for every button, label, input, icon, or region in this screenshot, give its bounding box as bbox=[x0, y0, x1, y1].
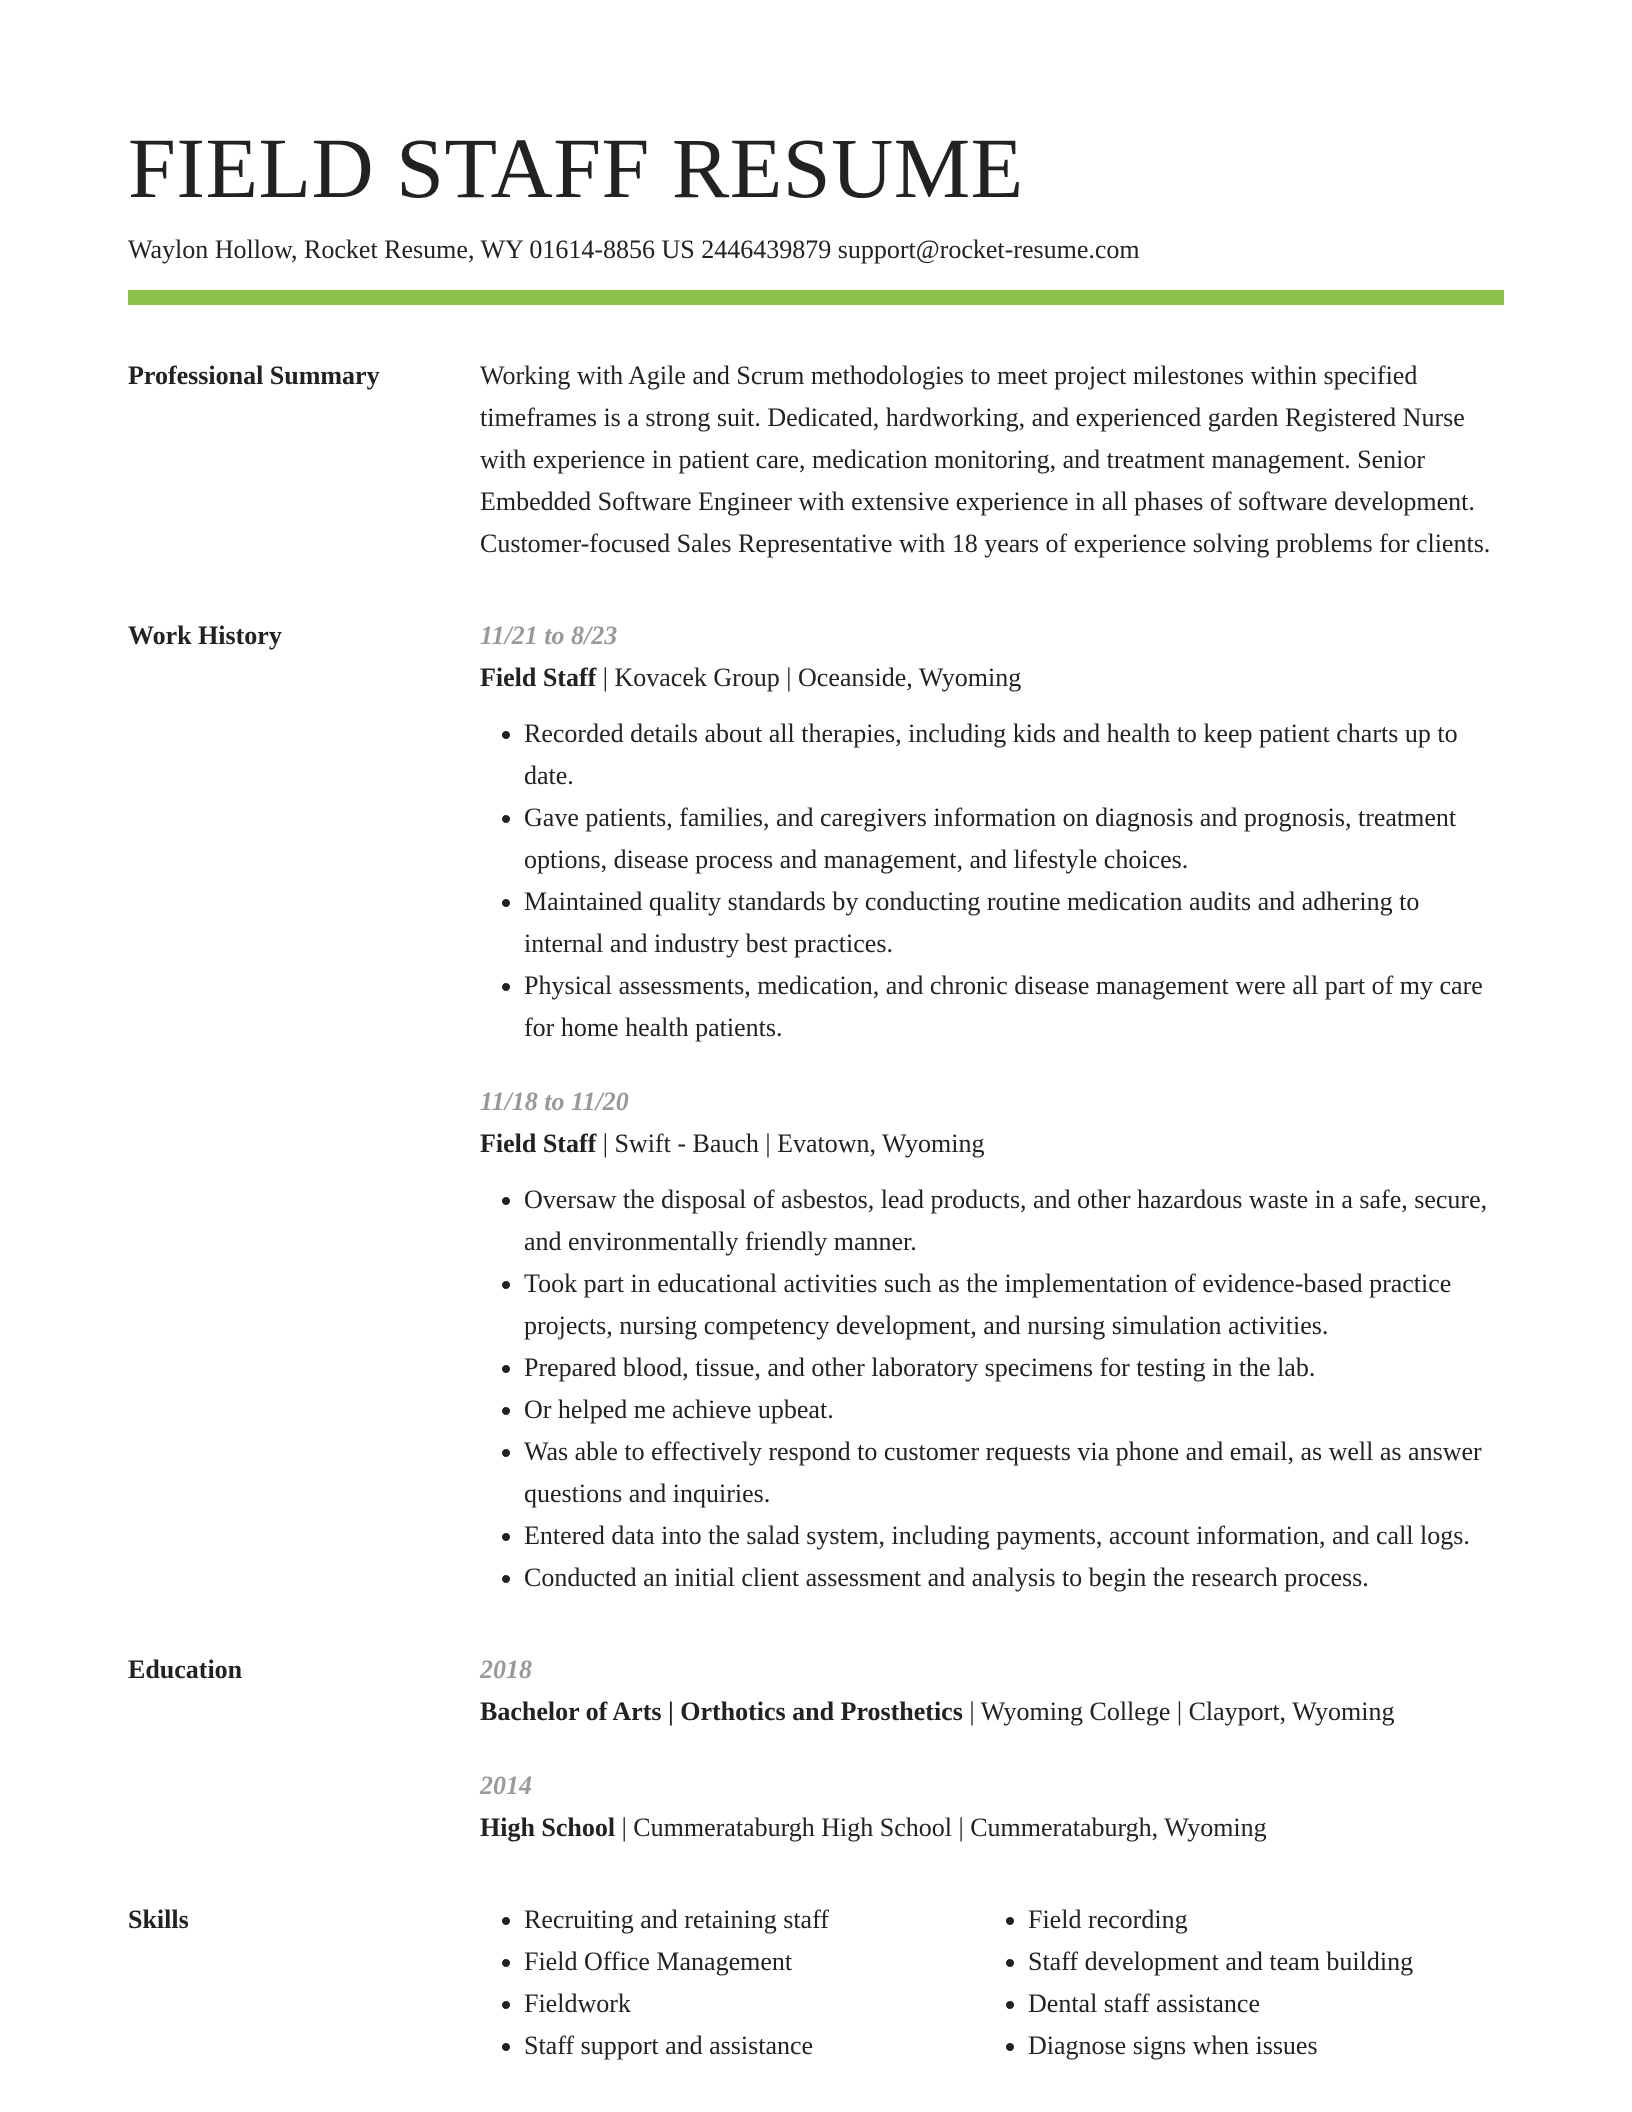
skill-item: • Dental staff assistance bbox=[1028, 1983, 1488, 2025]
skill-item: • Staff support and assistance bbox=[524, 2025, 984, 2067]
job-bullet: • Recorded details about all therapies, including kids and health to keep patient charts up to date. bbox=[524, 713, 1504, 797]
skills-list bbox=[480, 1899, 1504, 2067]
education-details: | Cummerataburgh High School | Cummerataburgh, Wyoming bbox=[615, 1813, 1267, 1842]
job-bullet: • Prepared blood, tissue, and other laboratory specimens for testing in the lab. bbox=[524, 1347, 1504, 1389]
job-bullets bbox=[480, 713, 1504, 1049]
accent-divider bbox=[128, 290, 1504, 305]
section-label-education: Education bbox=[128, 1655, 243, 1684]
job-bullet: • Entered data into the salad system, including payments, account information, and call logs. bbox=[524, 1515, 1504, 1557]
job-role bbox=[480, 657, 1504, 699]
job-title: Field Staff bbox=[480, 663, 597, 692]
job-title: Field Staff bbox=[480, 1129, 597, 1158]
education-degree: High School bbox=[480, 1813, 616, 1842]
job-bullets bbox=[480, 1179, 1504, 1599]
skills-column-left bbox=[480, 1899, 984, 2067]
job-details: | Kovacek Group | Oceanside, Wyoming bbox=[596, 663, 1022, 692]
education-section bbox=[128, 1649, 1504, 1849]
job-details: | Swift - Bauch | Evatown, Wyoming bbox=[596, 1129, 985, 1158]
education-degree-line bbox=[480, 1691, 1504, 1733]
education-year: 2014 bbox=[480, 1771, 532, 1800]
education-details: | Wyoming College | Clayport, Wyoming bbox=[962, 1697, 1395, 1726]
skills-section bbox=[128, 1899, 1504, 2067]
job-bullet: • Physical assessments, medication, and chronic disease management were all part of my care for home health patients. bbox=[524, 965, 1504, 1049]
resume-page bbox=[128, 118, 1504, 2067]
education-degree: Bachelor of Arts | Orthotics and Prosthetics bbox=[480, 1697, 963, 1726]
job-bullet: • Oversaw the disposal of asbestos, lead products, and other hazardous waste in a safe, secure, and environmentally friendly manner. bbox=[524, 1179, 1504, 1263]
job-dates: 11/18 to 11/20 bbox=[480, 1087, 629, 1116]
skill-item: • Recruiting and retaining staff bbox=[524, 1899, 984, 1941]
skill-item: • Field recording bbox=[1028, 1899, 1488, 1941]
skill-item: • Staff development and team building bbox=[1028, 1941, 1488, 1983]
section-label-work: Work History bbox=[128, 621, 282, 650]
job-bullet: • Gave patients, families, and caregivers information on diagnosis and prognosis, treatment options, disease process and management, and lifestyle choices. bbox=[524, 797, 1504, 881]
job-role bbox=[480, 1123, 1504, 1165]
work-history-list bbox=[480, 615, 1504, 1599]
job-entry bbox=[480, 615, 1504, 1049]
summary-section bbox=[128, 355, 1504, 565]
skill-item: • Diagnose signs when issues bbox=[1028, 2025, 1488, 2067]
summary-text: Working with Agile and Scrum methodologies to meet project milestones within specified timeframes is a strong suit. Dedicated, hardworking, and experienced garden Registered Nurse with experience in patient care, medication monitoring, and treatment management. Senior Embedded Software Engineer with extensive experience in all phases of software development. Customer-focused Sales Representative with 18 years of experience solving problems for clients. bbox=[480, 361, 1491, 558]
contact-line: Waylon Hollow, Rocket Resume, WY 01614-8856 US 2446439879 support@rocket-resume.com bbox=[128, 235, 1140, 264]
job-entry bbox=[480, 1081, 1504, 1599]
resume-title: FIELD STAFF RESUME bbox=[128, 120, 1024, 216]
skill-item: • Fieldwork bbox=[524, 1983, 984, 2025]
education-list bbox=[480, 1649, 1504, 1849]
skill-item: • Field Office Management bbox=[524, 1941, 984, 1983]
section-label-skills: Skills bbox=[128, 1905, 189, 1934]
job-dates: 11/21 to 8/23 bbox=[480, 621, 618, 650]
education-degree-line bbox=[480, 1807, 1504, 1849]
education-entry bbox=[480, 1649, 1504, 1733]
section-label-summary: Professional Summary bbox=[128, 361, 380, 390]
job-bullet: • Conducted an initial client assessment and analysis to begin the research process. bbox=[524, 1557, 1504, 1599]
job-bullet: • Maintained quality standards by conducting routine medication audits and adhering to internal and industry best practices. bbox=[524, 881, 1504, 965]
job-bullet: • Was able to effectively respond to customer requests via phone and email, as well as answer questions and inquiries. bbox=[524, 1431, 1504, 1515]
job-bullet: • Or helped me achieve upbeat. bbox=[524, 1389, 1504, 1431]
education-year: 2018 bbox=[480, 1655, 532, 1684]
education-entry bbox=[480, 1765, 1504, 1849]
work-history-section bbox=[128, 615, 1504, 1599]
job-bullet: • Took part in educational activities such as the implementation of evidence-based practice projects, nursing competency development, and nursing simulation activities. bbox=[524, 1263, 1504, 1347]
skills-column-right bbox=[984, 1899, 1488, 2067]
